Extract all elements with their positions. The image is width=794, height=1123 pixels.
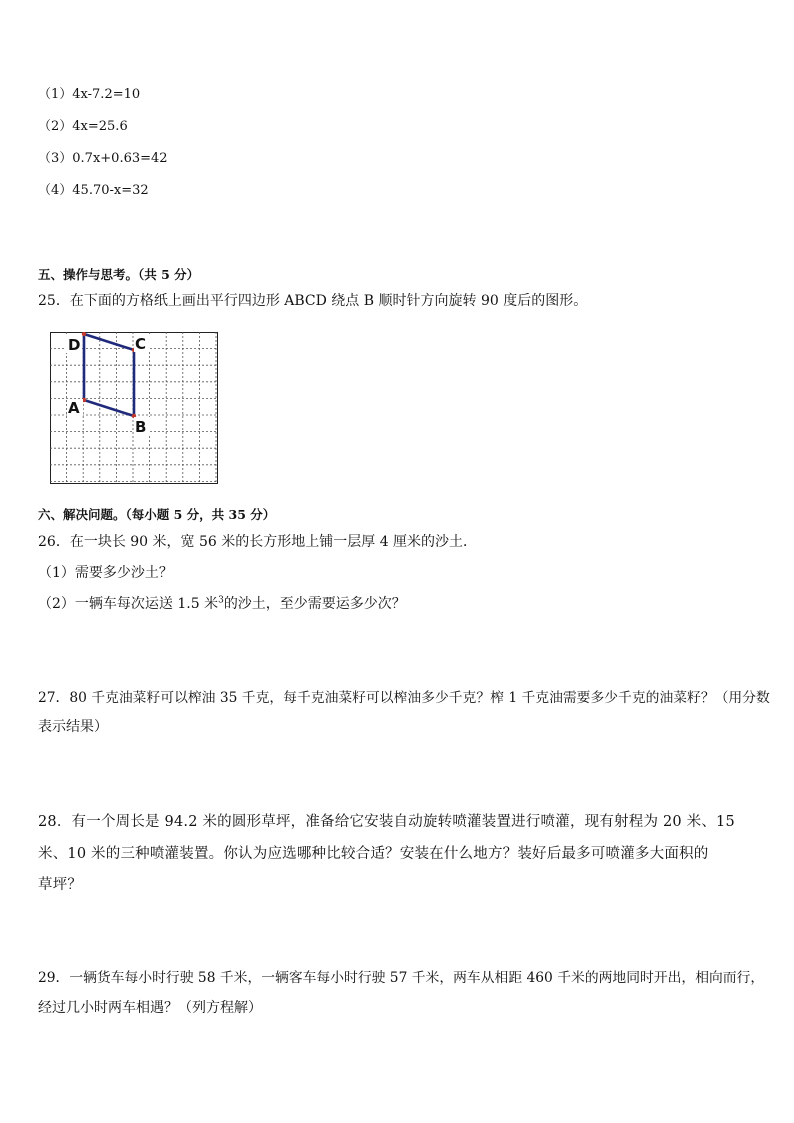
question-25: 25．在下面的方格纸上画出平行四边形 ABCD 绕点 B 顺时针方向旋转 90 度后的图形。 bbox=[38, 293, 588, 309]
question-28-line3: 草坪？ bbox=[38, 877, 83, 893]
question-26-stem: 26．在一块长 90 米，宽 56 米的长方形地上铺一层厚 4 厘米的沙土． bbox=[38, 534, 478, 550]
label-b: B bbox=[135, 418, 147, 436]
label-d: D bbox=[68, 336, 81, 354]
question-29-line2: 经过几小时两车相遇？（列方程解） bbox=[38, 1000, 262, 1016]
grid-figure bbox=[50, 332, 218, 484]
question-29-line1: 29．一辆货车每小时行驶 58 千米，一辆客车每小时行驶 57 千米，两车从相距 460 千米的两地同时开出，相向而行， bbox=[38, 970, 765, 986]
section-6-title: 六、解决问题。（每小题 5 分，共 35 分） bbox=[38, 507, 276, 522]
grid-svg bbox=[50, 332, 218, 484]
question-27-line2: 表示结果） bbox=[38, 719, 108, 735]
question-26-sub1: （1）需要多少沙土？ bbox=[38, 565, 173, 581]
question-28-line2: 米、10 米的三种喷灌装置。你认为应选哪种比较合适？安装在什么地方？装好后最多可喷灌多大面积的 bbox=[38, 846, 709, 862]
question-26-sub2 bbox=[38, 593, 406, 613]
equation-3: （3）0.7x+0.63=42 bbox=[38, 151, 168, 166]
equation-2: （2）4x=25.6 bbox=[38, 119, 128, 134]
label-a: A bbox=[68, 399, 80, 417]
equation-4: （4）45.70-x=32 bbox=[38, 183, 149, 198]
equation-1: （1）4x-7.2=10 bbox=[38, 87, 141, 102]
section-5-title: 五、操作与思考。（共 5 分） bbox=[38, 267, 200, 282]
label-c: C bbox=[135, 335, 147, 353]
question-26-sub2-after: 的沙土，至少需要运多少次？ bbox=[223, 596, 406, 612]
question-26-sub2-before: （2）一辆车每次运送 1.5 米 bbox=[38, 596, 219, 612]
question-28-line1: 28．有一个周长是 94.2 米的圆形草坪，准备给它安装自动旋转喷灌装置进行喷灌，现有射程为 20 米、15 bbox=[38, 814, 735, 830]
question-26-sub2-sup: 3 bbox=[218, 595, 224, 606]
question-27-line1: 27．80 千克油菜籽可以榨油 35 千克，每千克油菜籽可以榨油多少千克？榨 1 千克油需要多少千克的油菜籽？（用分数 bbox=[38, 690, 770, 706]
point-d bbox=[82, 332, 86, 336]
